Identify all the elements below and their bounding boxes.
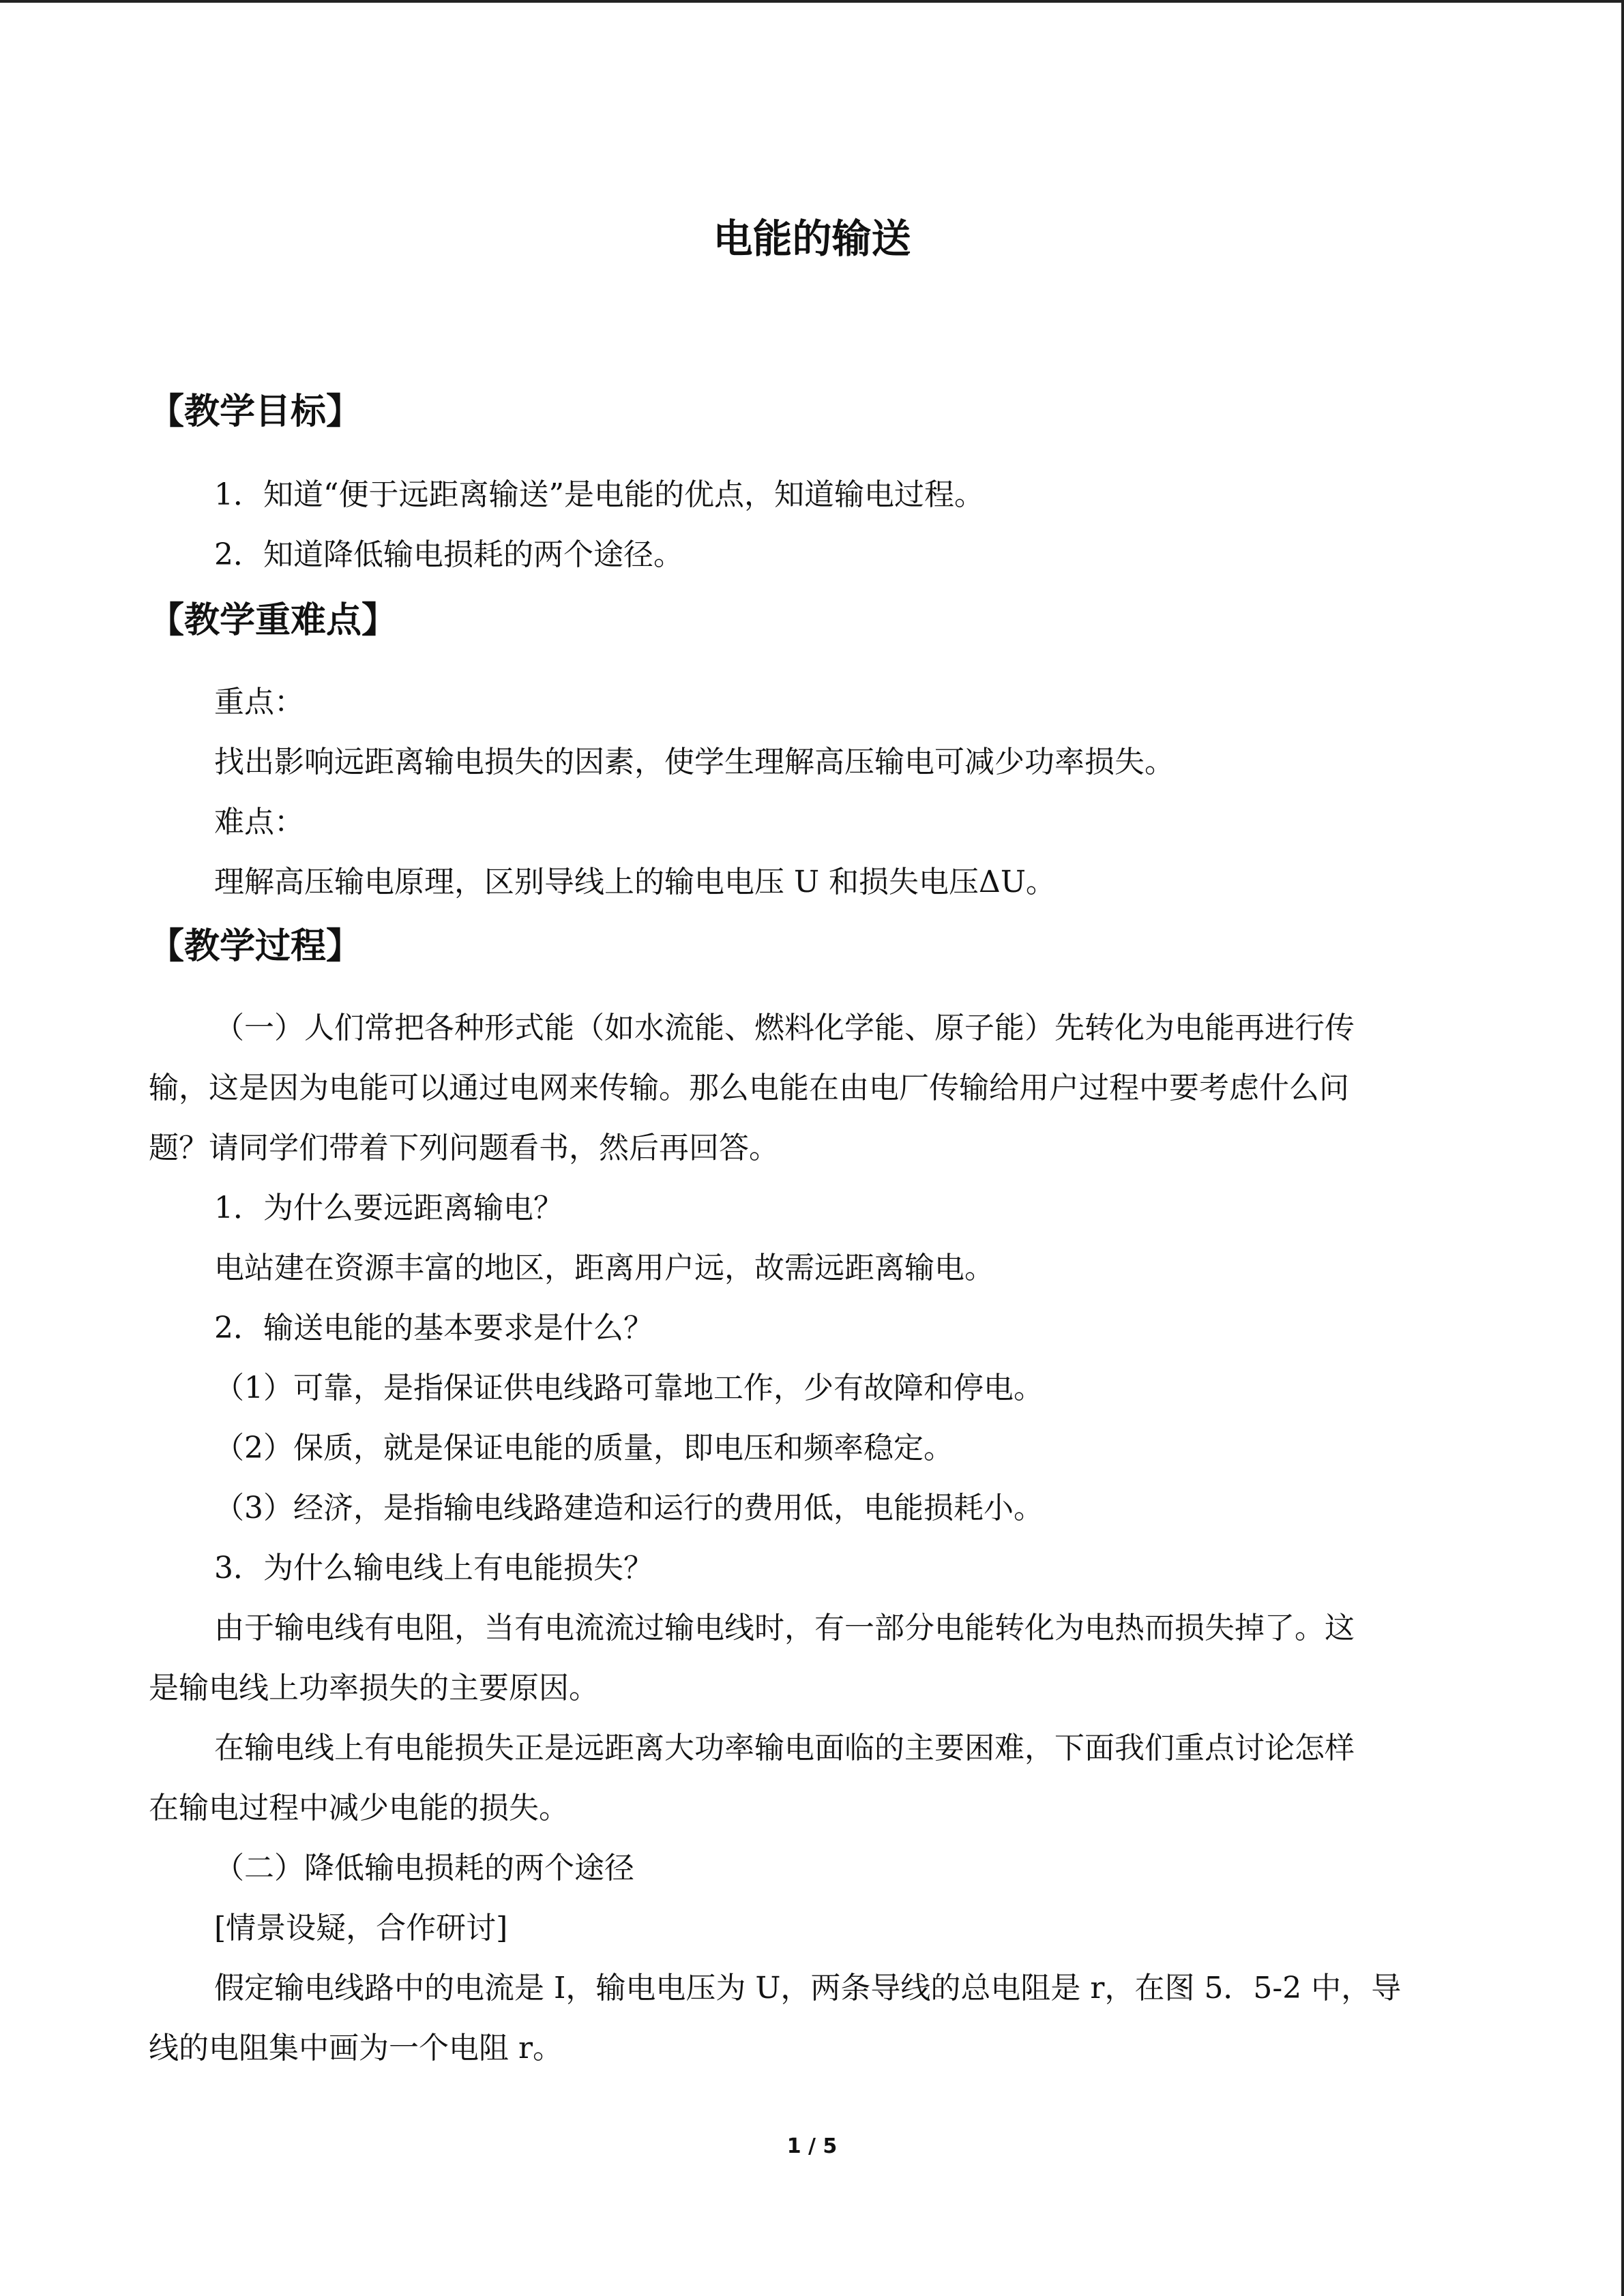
- page-title: 电能的输送: [713, 215, 911, 262]
- process-line: 3．为什么输电线上有电能损失？: [214, 1551, 653, 1585]
- key-label: 重点：: [214, 685, 304, 719]
- process-line: 题？请同学们带着下列问题看书，然后再回答。: [149, 1131, 779, 1165]
- process-line: 是输电线上功率损失的主要原因。: [149, 1671, 599, 1705]
- heading-key-points: 【教学重难点】: [149, 600, 398, 641]
- process-line: （1）可靠，是指保证供电线路可靠地工作，少有故障和停电。: [214, 1371, 1044, 1405]
- process-line: （二）降低输电损耗的两个途径: [214, 1851, 634, 1885]
- process-line: 由于输电线有电阻，当有电流流过输电线时，有一部分电能转化为电热而损失掉了。这: [214, 1611, 1355, 1645]
- process-line: 输，这是因为电能可以通过电网来传输。那么电能在由电厂传输给用户过程中要考虑什么问: [149, 1071, 1349, 1105]
- process-line: 在输电线上有电能损失正是远距离大功率输电面临的主要困难，下面我们重点讨论怎样: [214, 1731, 1355, 1765]
- process-line: [情景设疑，合作研讨]: [214, 1911, 508, 1945]
- heading-process: 【教学过程】: [149, 926, 362, 967]
- objective-item: 2．知道降低输电损耗的两个途径。: [214, 537, 683, 572]
- process-line: 2．输送电能的基本要求是什么？: [214, 1311, 653, 1345]
- process-line: （一）人们常把各种形式能（如水流能、燃料化学能、原子能）先转化为电能再进行传: [214, 1011, 1355, 1045]
- process-line: 假定输电线路中的电流是 I，输电电压为 U，两条导线的总电阻是 r，在图 5．5-2 中，导: [214, 1971, 1402, 2006]
- page-border-right: [1621, 0, 1624, 2296]
- difficulty-label: 难点：: [214, 805, 304, 839]
- process-line: 电站建在资源丰富的地区，距离用户远，故需远距离输电。: [214, 1251, 994, 1285]
- difficulty-text: 理解高压输电原理，区别导线上的输电电压 U 和损失电压ΔU。: [214, 865, 1056, 899]
- process-line: （3）经济，是指输电线路建造和运行的费用低，电能损耗小。: [214, 1491, 1044, 1525]
- process-line: 1．为什么要远距离输电？: [214, 1191, 563, 1225]
- page-number: 1 / 5: [786, 2134, 838, 2158]
- key-text: 找出影响远距离输电损失的因素，使学生理解高压输电可减少功率损失。: [214, 745, 1175, 779]
- process-line: 在输电过程中减少电能的损失。: [149, 1791, 569, 1825]
- process-line: （2）保质，就是保证电能的质量，即电压和频率稳定。: [214, 1431, 954, 1465]
- objective-item: 1．知道“便于远距离输送”是电能的优点，知道输电过程。: [214, 477, 984, 512]
- process-line: 线的电阻集中画为一个电阻 r。: [149, 2031, 563, 2066]
- page-border-top: [0, 0, 1624, 3]
- heading-objectives: 【教学目标】: [149, 391, 362, 432]
